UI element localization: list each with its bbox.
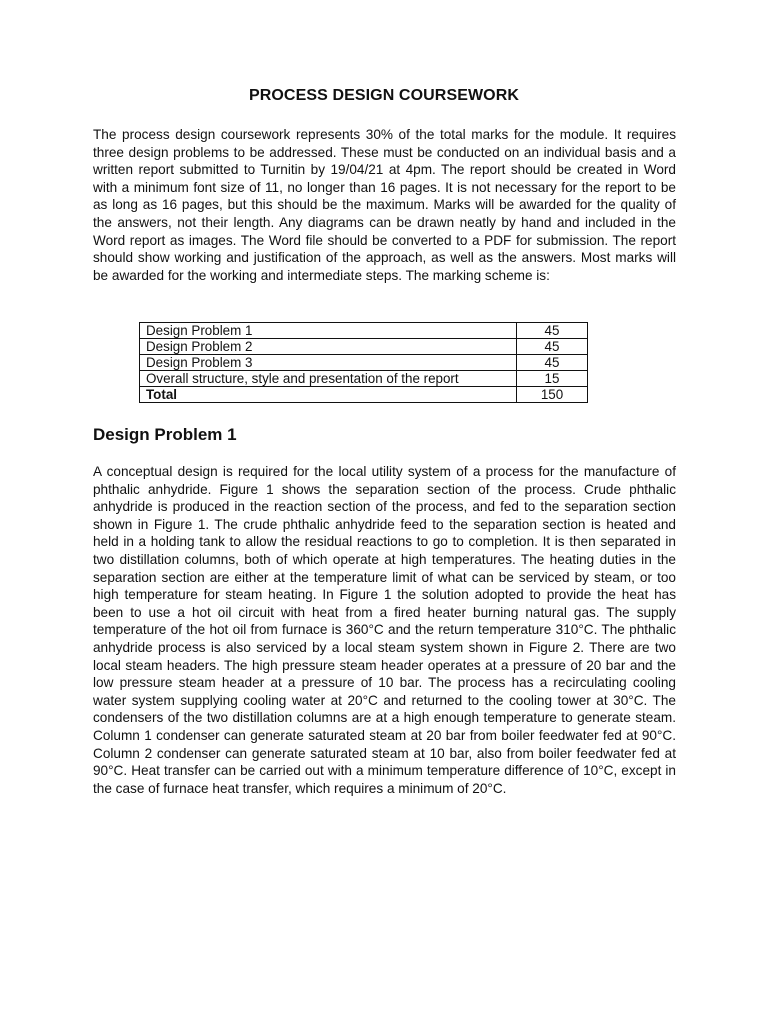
problem-paragraph: A conceptual design is required for the local utility system of a process for the manufacture of phthalic anhydride. Figure 1 shows the separation section of the process. Crude phthalic anhydride is produced in the reaction section of the process, and fed to the separation section shown in Figure 1. The crude phthalic anhydride feed to the separation section is heated and held in a holding tank to allow the residual reactions to go to completion. It is then separated in two distillation columns, both of which operate at high temperatures. The heating duties in the separation section are either at the temperature limit of what can be serviced by steam, or too high temperature for steam heating. In Figure 1 the solution adopted to provide the heat has been to use a hot oil circuit with heat from a fired heater burning natural gas. The supply temperature of the hot oil from furnace is 360°C and the return temperature 310°C. The phthalic anhydride process is also serviced by a local steam system shown in Figure 2. There are two local steam headers. The high pressure steam header operates at a pressure of 20 bar and the low pressure steam header at a pressure of 10 bar. The process has a recirculating cooling water system supplying cooling water at 20°C and returned to the cooling tower at 30°C. The condensers of the two distillation columns are at a high enough temperature to generate steam. Column 1 condenser can generate saturated steam at 20 bar from boiler feedwater fed at 90°C. Column 2 condenser can generate saturated steam at 10 bar, also from boiler feedwater fed at 90°C. Heat transfer can be carried out with a minimum temperature difference of 10°C, except in the case of furnace heat transfer, which requires a minimum of 20°C.: [93, 464, 676, 796]
table-cell-item: Design Problem 1: [140, 323, 517, 339]
table-row: [140, 323, 588, 339]
table-row: [140, 339, 588, 355]
table-cell-item: Design Problem 3: [140, 355, 517, 371]
table-cell-item: Overall structure, style and presentation of the report: [140, 371, 517, 387]
table-cell-item: Design Problem 2: [140, 339, 517, 355]
table-cell-marks: 45: [517, 339, 588, 355]
document-title: PROCESS DESIGN COURSEWORK: [248, 87, 520, 104]
intro-paragraph: The process design coursework represents 30% of the total marks for the module. It requires three design problems to be addressed. These must be conducted on an individual basis and a written report submitted to Turnitin by 19/04/21 at 4pm. The report should be created in Word with a minimum font size of 11, no longer than 16 pages. It is not necessary for the report to be as long as 16 pages, but this should be the maximum. Marks will be awarded for the quality of the answers, not their length. Any diagrams can be drawn neatly by hand and included in the Word report as images. The Word file should be converted to a PDF for submission. The report should show working and justification of the approach, as well as the answers. Most marks will be awarded for the working and intermediate steps. The marking scheme is:: [93, 127, 676, 283]
table-cell-marks: 150: [517, 387, 588, 403]
section-heading: Design Problem 1: [93, 425, 237, 444]
table-row: [140, 371, 588, 387]
table-row: [140, 355, 588, 371]
table-cell-marks: 45: [517, 355, 588, 371]
marking-scheme-table: [139, 322, 588, 403]
table-row-total: [140, 387, 588, 403]
table-cell-marks: 45: [517, 323, 588, 339]
table-cell-marks: 15: [517, 371, 588, 387]
table-cell-item: Total: [140, 387, 517, 403]
